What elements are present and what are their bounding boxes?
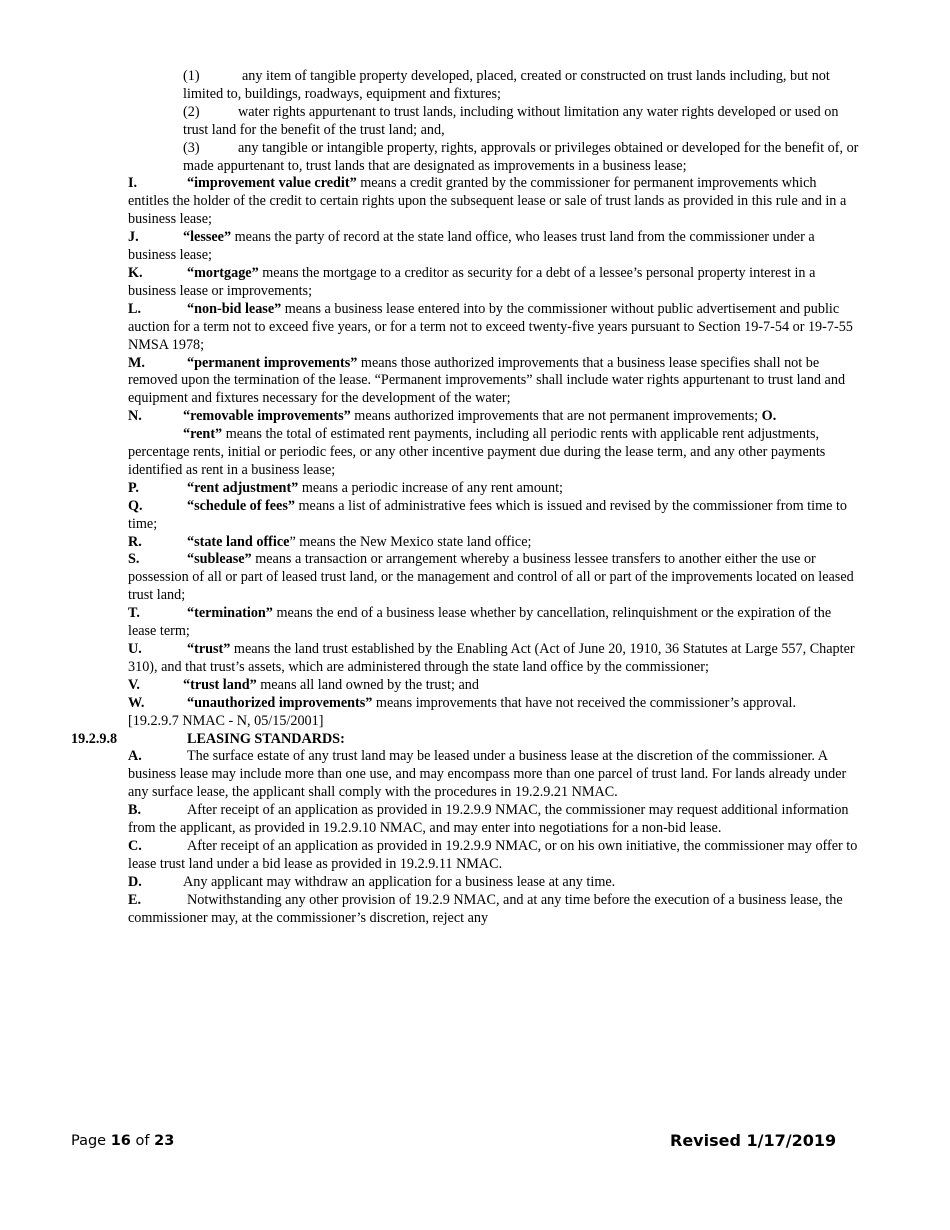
definition-text: means the mortgage to a creditor as security for a debt of a lessee’s personal property interest in a business lease or improvements;	[128, 264, 816, 299]
definition-u	[128, 641, 860, 677]
definition-marker: W.	[128, 694, 145, 711]
page-total: 23	[154, 1133, 175, 1149]
definition-text: means the total of estimated rent payments, including all periodic rents with applicable rent adjustments, percentage rents, initial or periodic fees, or any other incentive payment due during the lease term, and any other payments identified as rent in a business lease;	[128, 426, 826, 478]
item-number: (1)	[183, 68, 200, 84]
definition-marker: L.	[128, 300, 142, 317]
definition-q	[128, 498, 860, 534]
page-number-footer	[71, 1133, 174, 1149]
definition-text: means all land owned by the trust; and	[256, 676, 479, 693]
improvement-item-3	[183, 140, 860, 176]
definition-term: “state land office	[187, 533, 290, 550]
standard-text: The surface estate of any trust land may be leased under a business lease at the discretion of the commissioner. A business lease may include more than one use, and may encompass more than one parcel of trust land. For lands already under any surface lease, the applicant shall comply with the procedures in 19.2.9.21 NMAC.	[128, 748, 847, 801]
definition-marker: K.	[128, 264, 143, 281]
definition-j	[128, 229, 860, 265]
definition-term: “removable improvements”	[183, 408, 351, 425]
definition-term: “trust land”	[183, 676, 257, 693]
standard-marker: C.	[128, 837, 142, 854]
definition-text: means a periodic increase of any rent amount;	[298, 479, 563, 496]
definition-text: ” means the New Mexico state land office;	[289, 533, 532, 550]
standard-text: Any applicant may withdraw an application for a business lease at any time.	[183, 873, 616, 890]
definition-text: means a business lease entered into by the commissioner without public advertisement and public auction for a term not to exceed five years, or for a term not to exceed twenty-five years pursuant to Section 19-7-54 or 19-7-55 NMSA 1978;	[128, 300, 853, 353]
item-text: any item of tangible property developed, placed, created or constructed on trust lands including, but not limited to, buildings, roadways, equipment and fixtures;	[183, 68, 830, 102]
definition-text: means the party of record at the state land office, who leases trust land from the commissioner under a business lease;	[128, 229, 815, 264]
standard-marker: B.	[128, 802, 142, 819]
page-word: Page	[71, 1133, 107, 1149]
improvement-item-2	[183, 104, 860, 140]
page-number: 16	[110, 1133, 131, 1149]
standard-text: Notwithstanding any other provision of 19.2.9 NMAC, and at any time before the execution of a business lease, the commissioner may, at the commissioner’s discretion, reject any	[128, 891, 843, 926]
definition-term: “rent”	[183, 426, 223, 443]
definition-marker: M.	[128, 354, 145, 371]
definition-marker: N.	[128, 408, 142, 425]
standard-b	[128, 802, 860, 838]
definition-k	[128, 265, 860, 301]
standard-e	[128, 892, 860, 928]
definition-l	[128, 301, 860, 355]
standard-marker: D.	[128, 873, 142, 890]
definition-term: “permanent improvements”	[187, 354, 358, 371]
standard-c	[128, 838, 860, 874]
definition-i	[128, 175, 860, 229]
of-word: of	[135, 1133, 150, 1149]
definition-marker: T.	[128, 605, 140, 622]
definition-t	[128, 605, 860, 641]
definition-marker-o: O.	[761, 408, 777, 425]
document-body	[71, 68, 860, 928]
definition-term: “schedule of fees”	[187, 497, 295, 514]
definition-term: “trust”	[187, 641, 231, 657]
item-text: water rights appurtenant to trust lands, including without limitation any water rights developed or used on trust land for the benefit of the trust land; and,	[183, 103, 839, 138]
improvement-item-list	[128, 68, 860, 175]
definition-marker: U.	[128, 641, 142, 657]
item-number: (3)	[183, 139, 200, 156]
definition-text: means a credit granted by the commissioner for permanent improvements which entitles the holder of the credit to certain rights upon the subsequent lease or sale of trust lands as provided in this rule and in a business lease;	[128, 175, 847, 228]
definition-term: “rent adjustment”	[187, 479, 299, 496]
history-note: [19.2.9.7 NMAC - N, 05/15/2001]	[128, 712, 324, 729]
section-heading	[71, 731, 860, 749]
definition-marker: P.	[128, 479, 139, 496]
definition-r	[128, 534, 860, 552]
definition-v	[128, 677, 860, 695]
definition-text: means a list of administrative fees which is issued and revised by the commissioner from time to time;	[128, 497, 847, 532]
definition-s	[128, 551, 860, 605]
definition-n	[128, 408, 860, 426]
standard-text: After receipt of an application as provided in 19.2.9.9 NMAC, or on his own initiative, the commissioner may offer to lease trust land under a bid lease as provided in 19.2.9.11 NMAC.	[128, 837, 858, 872]
definition-text: means those authorized improvements that a business lease specifies shall not be removed upon the termination of the lease. “Permanent improvements” shall include water rights appurtenant to trust land and equipment and fixtures necessary for the development of the water;	[128, 354, 846, 407]
section-number: 19.2.9.8	[71, 730, 118, 747]
definition-term: “mortgage”	[187, 264, 259, 281]
definition-term: “improvement value credit”	[187, 175, 357, 192]
standard-d	[128, 874, 860, 892]
standard-text: After receipt of an application as provided in 19.2.9.9 NMAC, the commissioner may request additional information from the applicant, as provided in 19.2.9.10 NMAC, and may enter into negotiations for a non-bid lease.	[128, 802, 849, 837]
standard-marker: A.	[128, 748, 142, 765]
definition-marker: J.	[128, 229, 139, 246]
definition-m	[128, 355, 860, 409]
definition-marker: Q.	[128, 497, 143, 514]
definition-marker: V.	[128, 676, 140, 693]
item-number: (2)	[183, 103, 200, 120]
definition-text: means authorized improvements that are not permanent improvements;	[350, 408, 762, 425]
standard-marker: E.	[128, 891, 142, 908]
definition-w	[128, 695, 860, 713]
definition-term: “sublease”	[187, 551, 252, 568]
improvement-item-1	[183, 68, 860, 104]
definition-term: “termination”	[187, 605, 273, 622]
definition-term: “non-bid lease”	[187, 300, 282, 317]
definition-text: means a transaction or arrangement whereby a business lessee transfers to another either the use or possession of all or part of leased trust land, or the management and control of all or part of the improvements located on leased trust land;	[128, 551, 854, 604]
definition-term: “lessee”	[183, 229, 232, 246]
definition-marker: S.	[128, 551, 140, 568]
definition-text: means improvements that have not received the commissioner’s approval.	[372, 694, 797, 711]
definition-text: means the end of a business lease whether by cancellation, relinquishment or the expiration of the lease term;	[128, 605, 832, 640]
definition-p	[128, 480, 860, 498]
standard-a	[128, 748, 860, 802]
definition-o	[128, 426, 860, 480]
definition-term: “unauthorized improvements”	[187, 694, 373, 711]
definition-marker: R.	[128, 533, 142, 550]
definition-text: means the land trust established by the Enabling Act (Act of June 20, 1910, 36 Statutes at Large 557, Chapter 310), and that trust’s assets, which are administered through the state land office by the commissioner;	[128, 641, 855, 675]
revised-date-footer: Revised 1/17/2019	[670, 1131, 837, 1150]
item-text: any tangible or intangible property, rights, approvals or privileges obtained or developed for the benefit of, or made appurtenant to, trust lands that are designated as improvements in a business lease;	[183, 139, 859, 174]
section-title: LEASING STANDARDS:	[187, 730, 345, 747]
definition-marker: I.	[128, 175, 138, 192]
